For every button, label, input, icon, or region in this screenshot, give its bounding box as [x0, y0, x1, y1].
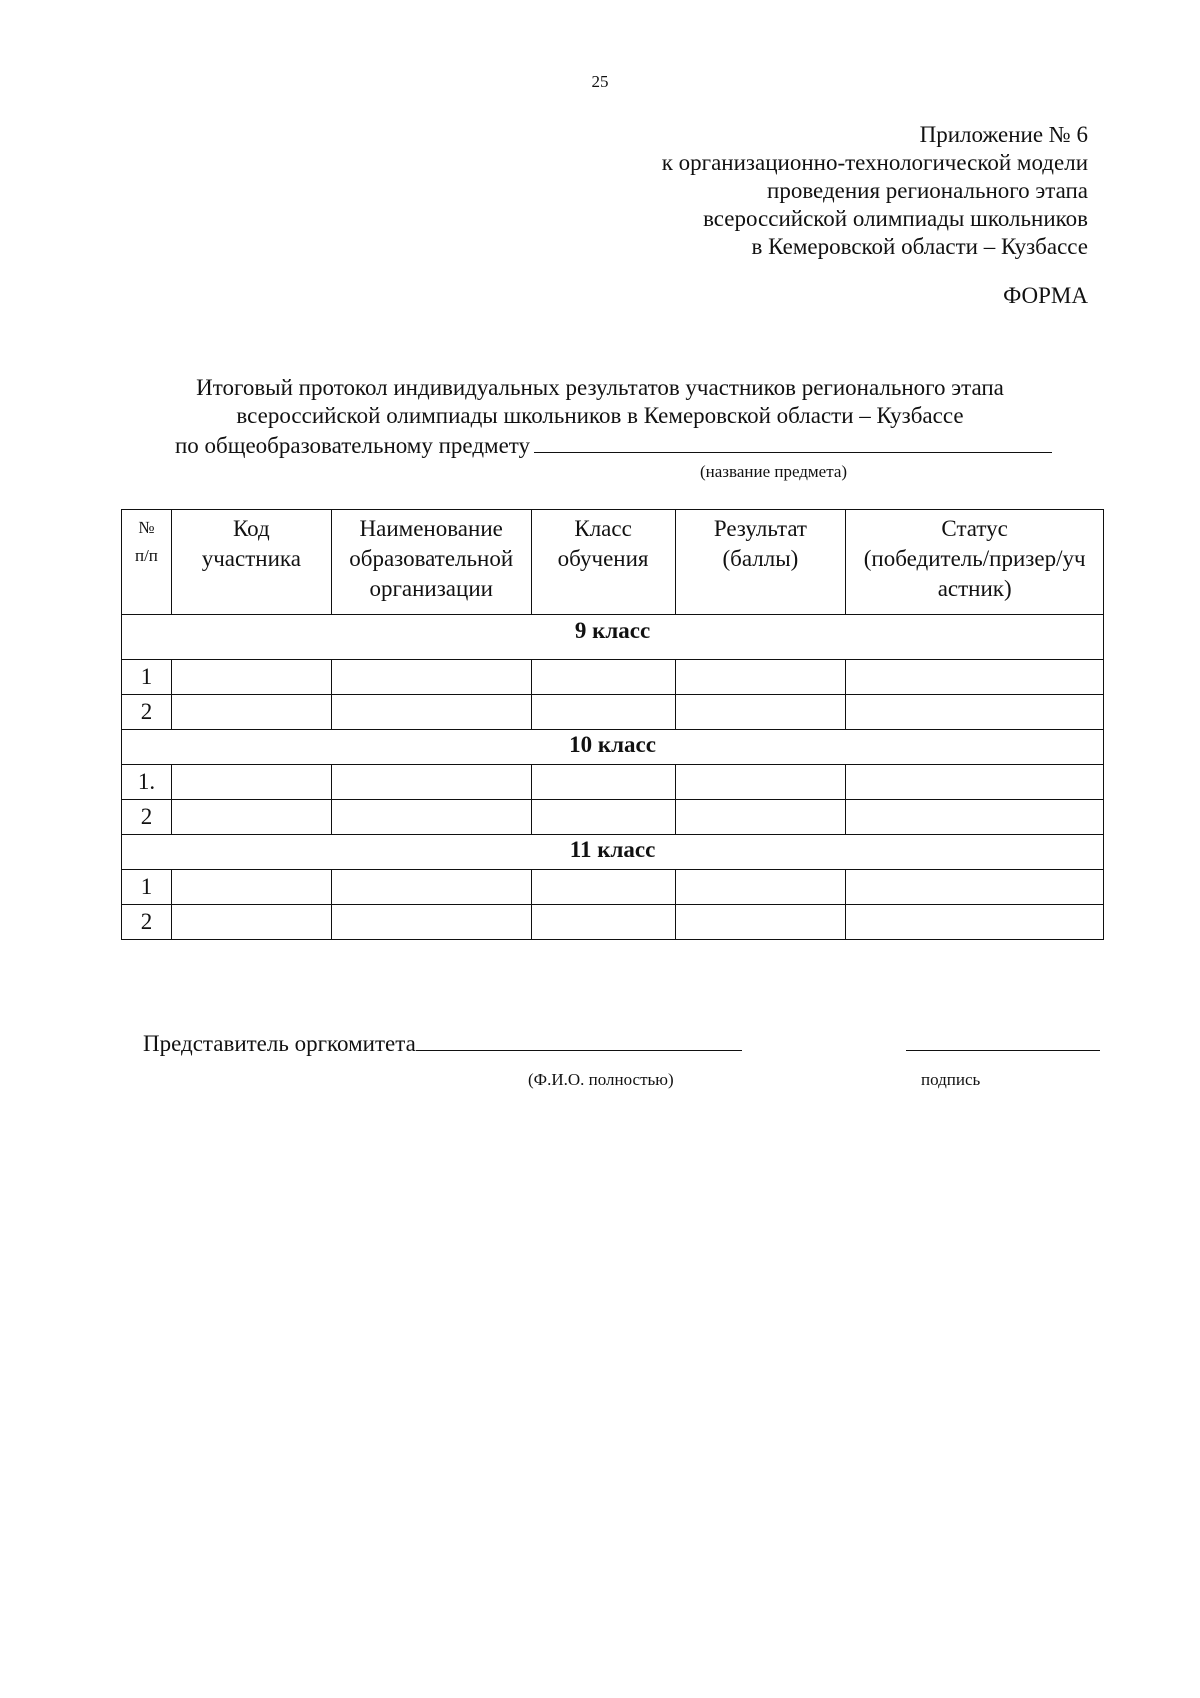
row-number: 1. — [122, 765, 172, 800]
grade-cell[interactable] — [531, 695, 675, 730]
subject-blank-field[interactable] — [534, 430, 1052, 453]
organization-cell[interactable] — [331, 905, 531, 940]
result-cell[interactable] — [675, 695, 846, 730]
status-cell[interactable] — [846, 765, 1104, 800]
appendix-line: к организационно-технологической модели — [661, 150, 1088, 175]
header-result: Результат (баллы) — [675, 510, 846, 615]
header-organization: Наименование образовательной организации — [331, 510, 531, 615]
appendix-header — [662, 121, 1088, 261]
result-cell[interactable] — [675, 765, 846, 800]
class-group-row — [122, 730, 1104, 765]
header-participant-code: Код участника — [171, 510, 331, 615]
class-group-row — [122, 615, 1104, 660]
result-cell[interactable] — [675, 800, 846, 835]
participant-code-cell[interactable] — [171, 800, 331, 835]
signature-caption: подпись — [921, 1070, 981, 1089]
table-row — [122, 695, 1104, 730]
appendix-line: проведения регионального этапа — [767, 178, 1088, 203]
class-group-label: 10 класс — [122, 730, 1104, 765]
appendix-line: Приложение № 6 — [919, 122, 1088, 147]
table-row — [122, 870, 1104, 905]
organization-cell[interactable] — [331, 660, 531, 695]
results-table — [121, 509, 1104, 940]
participant-code-cell[interactable] — [171, 905, 331, 940]
fio-caption: (Ф.И.О. полностью) — [528, 1070, 674, 1089]
page-number: 25 — [591, 72, 609, 91]
header-grade: Класс обучения — [531, 510, 675, 615]
organization-cell[interactable] — [331, 870, 531, 905]
table-row — [122, 800, 1104, 835]
organization-cell[interactable] — [331, 695, 531, 730]
grade-cell[interactable] — [531, 870, 675, 905]
table-row — [122, 905, 1104, 940]
fio-blank-field[interactable] — [416, 1028, 742, 1051]
row-number: 2 — [122, 800, 172, 835]
row-number: 2 — [122, 905, 172, 940]
status-cell[interactable] — [846, 695, 1104, 730]
participant-code-cell[interactable] — [171, 660, 331, 695]
row-number: 2 — [122, 695, 172, 730]
result-cell[interactable] — [675, 870, 846, 905]
form-label: ФОРМА — [1003, 283, 1088, 308]
header-status: Статус (победитель/призер/уч астник) — [846, 510, 1104, 615]
grade-cell[interactable] — [531, 905, 675, 940]
status-cell[interactable] — [846, 800, 1104, 835]
row-number: 1 — [122, 660, 172, 695]
grade-cell[interactable] — [531, 660, 675, 695]
table-header-row — [122, 510, 1104, 615]
class-group-label: 11 класс — [122, 835, 1104, 870]
grade-cell[interactable] — [531, 800, 675, 835]
result-cell[interactable] — [675, 660, 846, 695]
organization-cell[interactable] — [331, 800, 531, 835]
subject-prefix: по общеобразовательному предмету — [175, 433, 531, 458]
participant-code-cell[interactable] — [171, 765, 331, 800]
class-group-label: 9 класс — [122, 615, 1104, 660]
signature-line — [143, 1028, 742, 1057]
header-num: № п/п — [122, 510, 172, 615]
status-cell[interactable] — [846, 870, 1104, 905]
table-row — [122, 765, 1104, 800]
protocol-title-line: Итоговый протокол индивидуальных результатов участников регионального этапа — [196, 375, 1004, 400]
subject-line — [175, 430, 1052, 459]
table-row — [122, 660, 1104, 695]
protocol-title-line: всероссийской олимпиады школьников в Кемеровской области – Кузбассе — [236, 403, 964, 428]
appendix-line: в Кемеровской области – Кузбассе — [751, 234, 1088, 259]
subject-caption: (название предмета) — [700, 462, 848, 481]
protocol-title — [0, 374, 1200, 430]
class-group-row — [122, 835, 1104, 870]
signature-blank-field[interactable] — [906, 1050, 1100, 1051]
status-cell[interactable] — [846, 905, 1104, 940]
result-cell[interactable] — [675, 905, 846, 940]
status-cell[interactable] — [846, 660, 1104, 695]
participant-code-cell[interactable] — [171, 695, 331, 730]
row-number: 1 — [122, 870, 172, 905]
participant-code-cell[interactable] — [171, 870, 331, 905]
signature-label: Представитель оргкомитета — [143, 1031, 416, 1056]
grade-cell[interactable] — [531, 765, 675, 800]
organization-cell[interactable] — [331, 765, 531, 800]
appendix-line: всероссийской олимпиады школьников — [703, 206, 1088, 231]
